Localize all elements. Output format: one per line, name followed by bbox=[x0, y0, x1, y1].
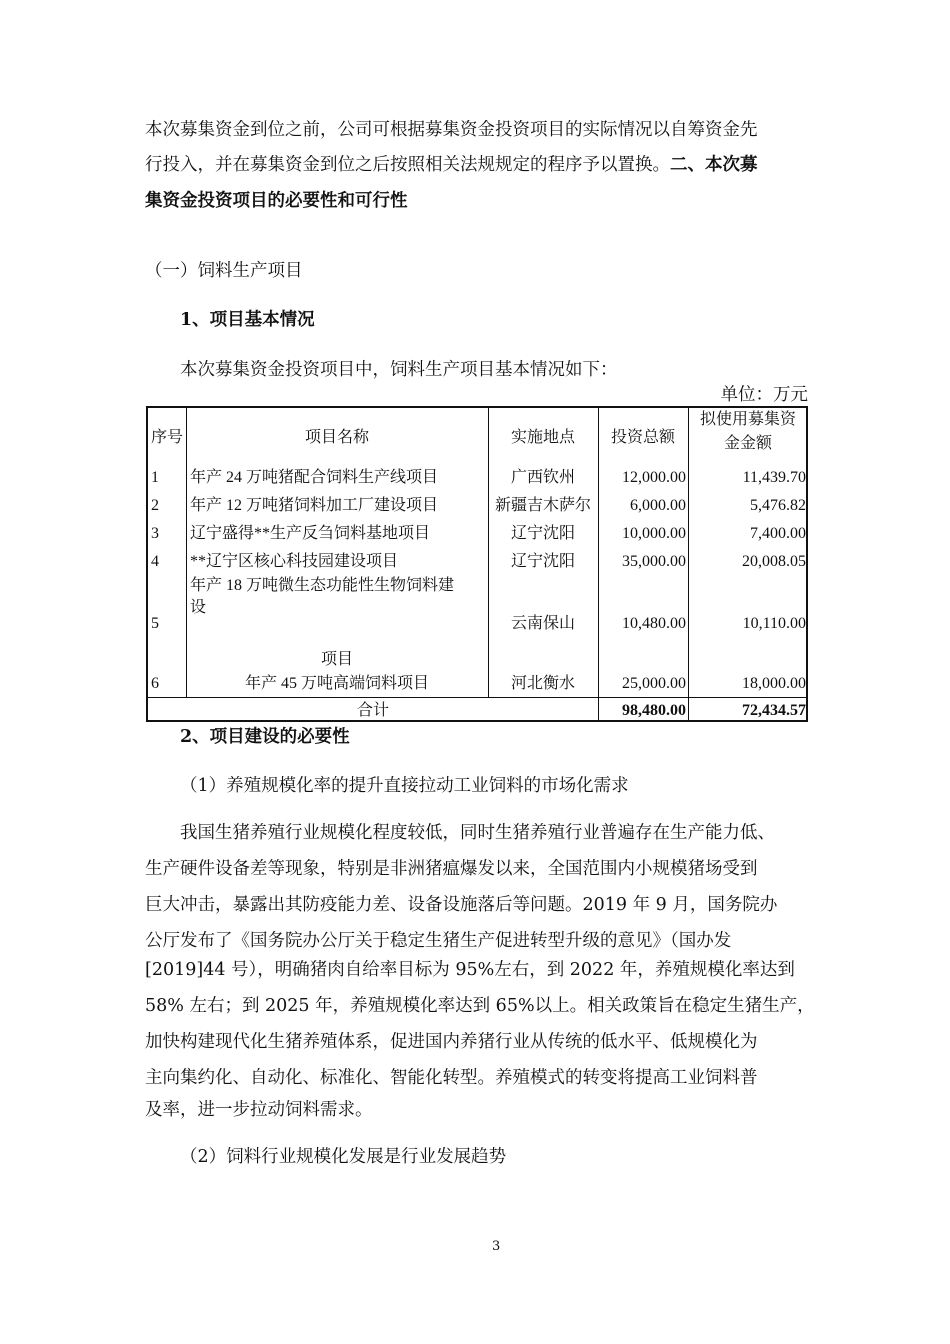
header-name: 项目名称 bbox=[304, 429, 369, 446]
paragraph-line: 我国生猪养殖行业规模化程度较低，同时生猪养殖行业普遍存在生产能力低、 bbox=[180, 823, 775, 843]
item-heading: （1）养殖规模化率的提升直接拉动工业饲料的市场化需求 bbox=[180, 776, 629, 796]
header-place: 实施地点 bbox=[510, 429, 575, 446]
paragraph-line: 本次募集资金到位之前，公司可根据募集资金投资项目的实际情况以自筹资金先 bbox=[145, 120, 758, 140]
row-number: 5 bbox=[151, 615, 159, 632]
project-name: 项目 bbox=[320, 651, 353, 668]
project-table bbox=[146, 406, 808, 722]
intro-text: 本次募集资金投资项目中，饲料生产项目基本情况如下： bbox=[180, 360, 618, 380]
investment-total: 10,480.00 bbox=[622, 615, 686, 632]
subheading: 1、项目基本情况 bbox=[180, 310, 315, 330]
paragraph-line: 主向集约化、自动化、标准化、智能化转型。养殖模式的转变将提高工业饲料普 bbox=[145, 1068, 758, 1088]
row-number: 4 bbox=[151, 553, 159, 570]
paragraph-line: [2019]44 号），明确猪肉自给率目标为 95%左右，到 2022 年，养殖规模化率达到 bbox=[145, 960, 795, 980]
header-no: 序号 bbox=[151, 429, 184, 446]
item-heading: （2）饲料行业规模化发展是行业发展趋势 bbox=[180, 1147, 507, 1167]
total-investment: 98,480.00 bbox=[622, 702, 686, 719]
investment-total: 35,000.00 bbox=[622, 553, 686, 570]
section-heading: （一）饲料生产项目 bbox=[145, 261, 303, 281]
paragraph-line: 巨大冲击，暴露出其防疫能力差、设备设施落后等问题。2019 年 9 月，国务院办 bbox=[145, 895, 778, 915]
paragraph-line: 加快构建现代化生猪养殖体系，促进国内养猪行业从传统的低水平、低规模化为 bbox=[145, 1032, 758, 1052]
investment-total: 10,000.00 bbox=[622, 525, 686, 542]
project-location: 云南保山 bbox=[510, 615, 575, 632]
raised-amount: 18,000.00 bbox=[742, 675, 806, 692]
paragraph-line: 58% 左右；到 2025 年，养殖规模化率达到 65%以上。相关政策旨在稳定生猪生产， bbox=[145, 996, 815, 1016]
paragraph-line: 生产硬件设备差等现象，特别是非洲猪瘟爆发以来，全国范围内小规模猪场受到 bbox=[145, 859, 758, 879]
raised-amount: 7,400.00 bbox=[750, 525, 806, 542]
total-label: 合计 bbox=[356, 702, 389, 719]
investment-total: 6,000.00 bbox=[630, 497, 686, 514]
project-name: 年产 45 万吨高端饲料项目 bbox=[244, 675, 429, 692]
project-location: 广西钦州 bbox=[510, 469, 575, 486]
raised-amount: 10,110.00 bbox=[742, 615, 806, 632]
paragraph-line bbox=[145, 154, 758, 176]
row-number: 6 bbox=[151, 675, 159, 692]
page-number: 3 bbox=[492, 1239, 501, 1254]
project-name: **辽宁区核心科技园建设项目 bbox=[190, 553, 399, 570]
text: 行投入，并在募集资金到位之后按照相关法规规定的程序予以置换。 bbox=[145, 155, 670, 175]
project-name: 辽宁盛得**生产反刍饲料基地项目 bbox=[190, 525, 431, 542]
subheading: 2、项目建设的必要性 bbox=[180, 727, 350, 747]
header-raised: 金金额 bbox=[723, 435, 772, 452]
paragraph-line: 及率，进一步拉动饲料需求。 bbox=[145, 1100, 373, 1120]
project-location: 辽宁沈阳 bbox=[510, 553, 575, 570]
investment-total: 12,000.00 bbox=[622, 469, 686, 486]
row-number: 3 bbox=[151, 525, 159, 542]
raised-amount: 20,008.05 bbox=[742, 553, 806, 570]
row-number: 1 bbox=[151, 469, 159, 486]
header-total: 投资总额 bbox=[610, 429, 675, 446]
header-raised: 拟使用募集资 bbox=[699, 411, 796, 428]
project-name: 年产 12 万吨猪饲料加工厂建设项目 bbox=[190, 497, 439, 514]
total-raised: 72,434.57 bbox=[742, 702, 806, 719]
raised-amount: 11,439.70 bbox=[742, 469, 806, 486]
heading-part: 二、本次募 bbox=[670, 155, 758, 175]
project-name: 年产 24 万吨猪配合饲料生产线项目 bbox=[190, 469, 439, 486]
row-number: 2 bbox=[151, 497, 159, 514]
heading: 集资金投资项目的必要性和可行性 bbox=[145, 191, 408, 211]
project-location: 河北衡水 bbox=[510, 675, 575, 692]
project-location: 新疆吉木萨尔 bbox=[494, 497, 591, 514]
project-name: 年产 18 万吨微生态功能性生物饲料建 bbox=[190, 577, 455, 594]
investment-total: 25,000.00 bbox=[622, 675, 686, 692]
raised-amount: 5,476.82 bbox=[750, 497, 806, 514]
project-location: 辽宁沈阳 bbox=[510, 525, 575, 542]
project-name: 设 bbox=[190, 599, 207, 616]
unit-label: 单位：万元 bbox=[720, 385, 808, 405]
paragraph-line: 公厅发布了《国务院办公厅关于稳定生猪生产促进转型升级的意见》（国办发 bbox=[145, 931, 732, 951]
